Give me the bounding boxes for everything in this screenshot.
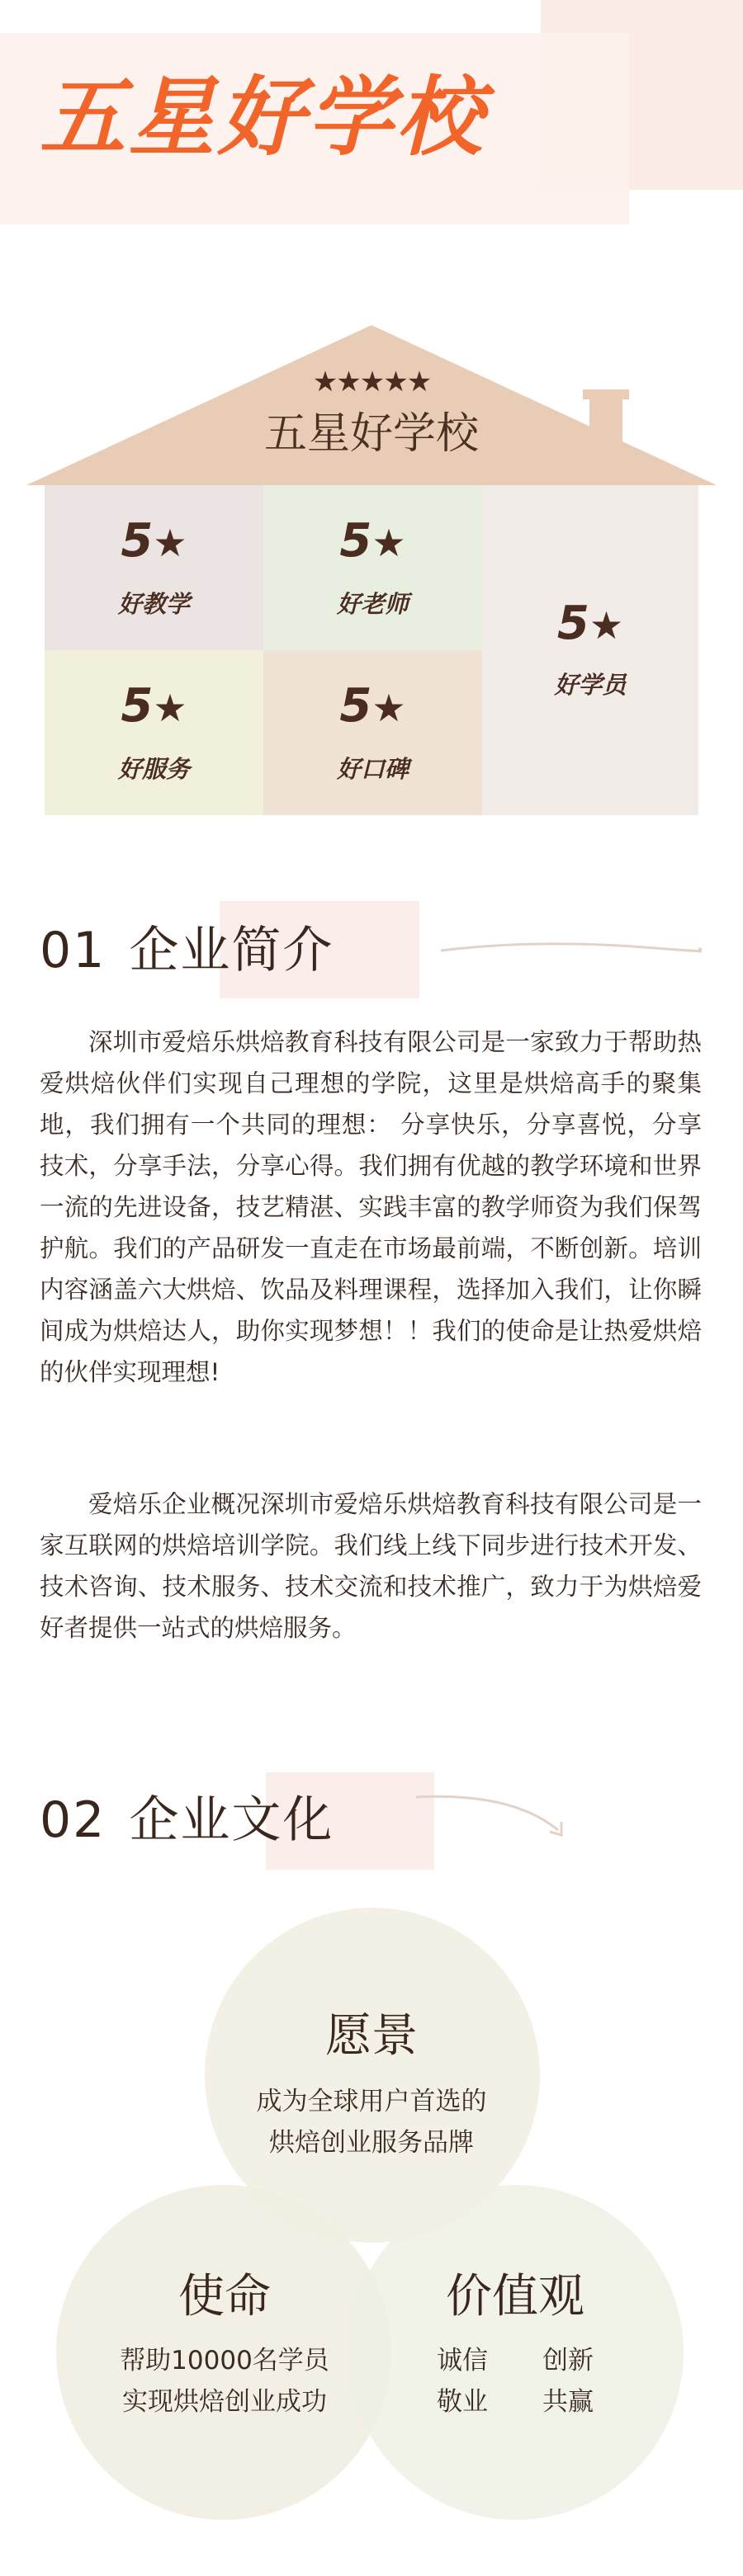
value-item: 诚信: [437, 2346, 488, 2375]
star-icon: ★: [589, 603, 624, 648]
value-item: 敬业: [437, 2387, 488, 2417]
five-star-badge: 5★: [121, 679, 187, 733]
star-icon: ★: [153, 686, 187, 730]
cell-label: 好教学: [117, 590, 190, 618]
value-item: 共赢: [542, 2387, 594, 2417]
cell-teaching: [45, 485, 263, 650]
values-title: 价值观: [446, 2270, 584, 2324]
decor-arrow: [413, 1789, 578, 1847]
section-heading-intro: [40, 922, 334, 979]
cell-label: 好老师: [336, 590, 409, 618]
mission-line-1: 帮助10000名学员: [120, 2346, 329, 2375]
cell-student: [482, 485, 698, 815]
five-star-badge: 5★: [339, 514, 406, 568]
section-number: 01: [40, 922, 106, 979]
section-heading-culture: [40, 1791, 334, 1849]
star-icon: ★: [372, 686, 406, 730]
five-star-badge: 5★: [556, 597, 624, 650]
intro-paragraph-2: 爱焙乐企业概况深圳市爱焙乐烘焙教育科技有限公司是一家互联网的烘焙培训学院。我们线上线下同步进行技术开发、技术咨询、技术服务、技术交流和技术推广，致力于为烘焙爱好者提供一站式的烘焙服务。: [40, 1490, 702, 1642]
section-number: 02: [40, 1791, 106, 1849]
mission-line-2: 实现烘焙创业成功: [122, 2387, 327, 2417]
five-star-badge: 5★: [339, 679, 406, 733]
house-title: 五星好学校: [263, 409, 479, 459]
roof-stars: ★★★★★: [312, 366, 431, 399]
section-title: 企业简介: [129, 922, 334, 979]
decor-swoosh: [438, 932, 702, 965]
values-circle: [348, 2185, 684, 2520]
star-icon: ★: [153, 521, 187, 565]
value-item: 创新: [542, 2346, 594, 2375]
cell-label: 好服务: [117, 755, 190, 783]
five-star-badge: 5★: [121, 514, 187, 568]
cell-label: 好口碑: [336, 755, 409, 783]
page-title: 五星好学校: [40, 67, 486, 167]
cell-label: 好学员: [554, 671, 627, 699]
chimney-cap: [583, 389, 629, 399]
vision-line-2: 烘焙创业服务品牌: [269, 2128, 474, 2158]
cell-teacher: [263, 485, 482, 650]
mission-title: 使命: [178, 2270, 271, 2324]
star-icon: ★: [372, 521, 406, 565]
vision-title: 愿景: [325, 2009, 418, 2063]
section-title: 企业文化: [129, 1791, 334, 1849]
vision-line-1: 成为全球用户首选的: [256, 2087, 487, 2116]
intro-paragraph-1: 深圳市爱焙乐烘焙教育科技有限公司是一家致力于帮助热爱烘焙伙伴们实现自己理想的学院，这里是烘焙高手的聚集地，我们拥有一个共同的理想： 分享快乐，分享喜悦，分享技术，分享手法，分享心得。我们拥有优越的教学环境和世界一流的先进设备，技艺精湛、实践丰富的教学师资为我们保驾护航。我们的产品研发一直走在市场最前端，不断创新。培训内容涵盖六大烘焙、饮品及料理课程，选择加入我们，让你瞬间成为烘焙达人，助你实现梦想！！我们的使命是让热爱烘焙的伙伴实现理想!: [40, 1028, 702, 1386]
cell-service: [45, 650, 263, 815]
cell-reputation: [263, 650, 482, 815]
